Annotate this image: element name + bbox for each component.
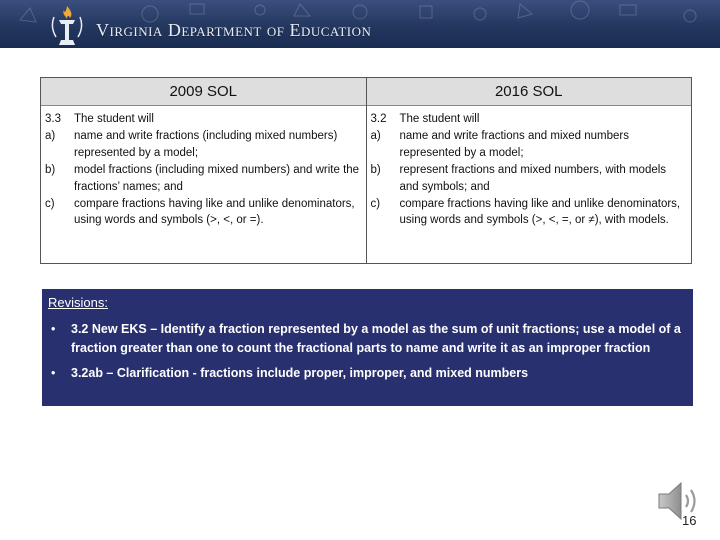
revision-text: 3.2ab – Clarification - fractions include proper, improper, and mixed numbers	[71, 366, 529, 380]
row-number: c)	[45, 197, 55, 210]
row-text: name and write fractions (including mixed numbers) represented by a model;	[74, 129, 338, 159]
revision-item	[48, 364, 685, 383]
table-row	[45, 128, 360, 162]
row-number: 3.2	[370, 113, 387, 125]
table-row	[371, 111, 686, 128]
sol-2016-column	[366, 78, 692, 263]
row-number: a)	[370, 129, 381, 142]
banner-title: Virginia Department of Education	[96, 20, 372, 40]
row-number: 3.3	[45, 113, 61, 125]
header-banner	[0, 0, 720, 48]
sol-comparison-table	[40, 77, 692, 264]
revisions-box	[42, 289, 693, 406]
row-number: b)	[45, 163, 56, 176]
revision-text: 3.2 New EKS – Identify a fraction represented by a model as the sum of unit fractions; use a model of a fraction greater than one to count the fractional parts to name and write it as an improper fraction	[71, 322, 681, 355]
sol-2016-header: 2016 SOL	[367, 78, 692, 106]
row-number: a)	[45, 129, 56, 142]
row-text: The student will	[399, 113, 480, 125]
table-row	[45, 196, 360, 230]
row-text: name and write fractions and mixed numbers represented by a model;	[399, 129, 629, 159]
sol-2009-column	[41, 78, 366, 263]
bullet-icon: •	[51, 322, 56, 336]
sol-2009-body	[41, 106, 366, 229]
sol-2016-body	[367, 106, 692, 229]
sol-2009-header: 2009 SOL	[41, 78, 366, 106]
table-row	[371, 196, 686, 230]
row-text: represent fractions and mixed numbers, with models and symbols; and	[399, 163, 667, 193]
page-number: 16	[682, 513, 697, 528]
table-row	[45, 162, 360, 196]
row-number: c)	[370, 197, 381, 210]
row-text: compare fractions having like and unlike denominators, using words and symbols (>, <, =, or ≠), with models.	[399, 197, 681, 227]
torch-logo-icon	[50, 3, 84, 47]
row-number: b)	[370, 163, 381, 176]
row-text: The student will	[74, 113, 154, 125]
revisions-title: Revisions:	[48, 295, 108, 310]
row-text: compare fractions having like and unlike denominators, using words and symbols (>, <, or =).	[74, 197, 355, 227]
bullet-icon: •	[51, 366, 56, 380]
table-row	[45, 111, 360, 128]
table-row	[371, 128, 686, 162]
table-row	[371, 162, 686, 196]
row-text: model fractions (including mixed numbers) and write the fractions’ names; and	[74, 163, 360, 193]
revision-item	[48, 320, 685, 358]
